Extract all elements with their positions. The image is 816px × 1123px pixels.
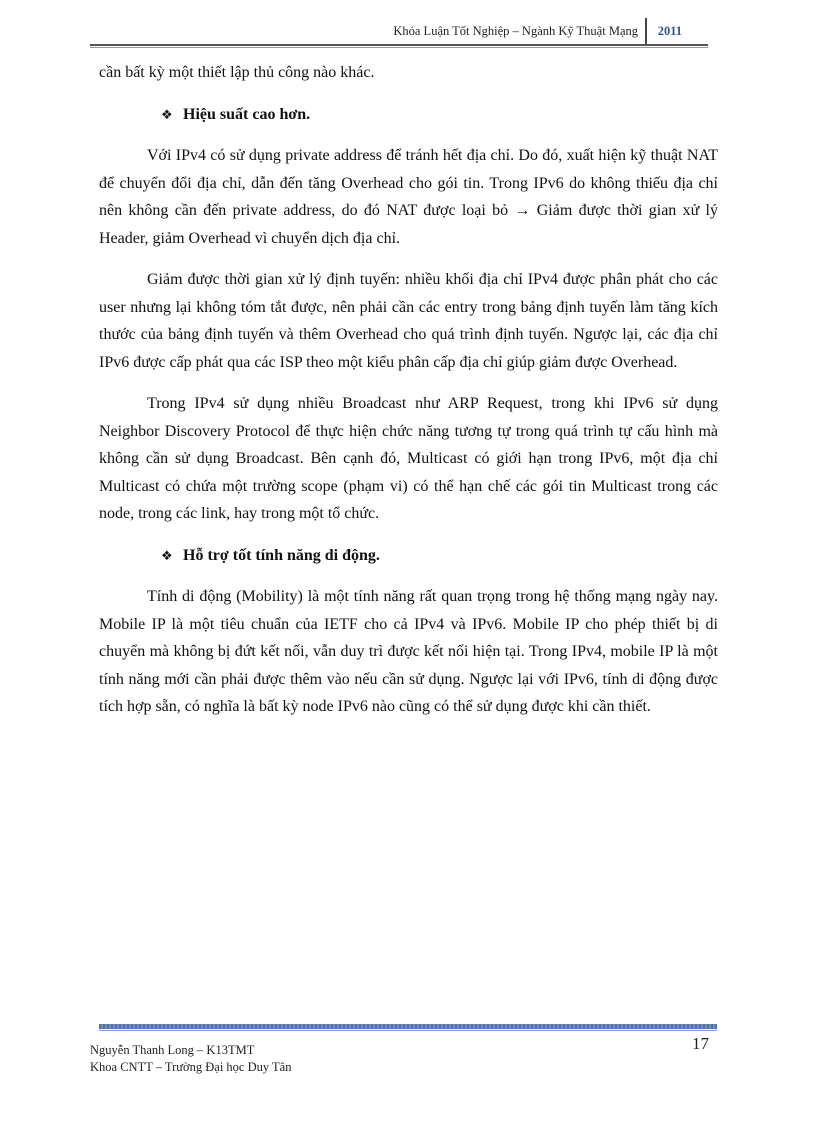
paragraph: Tính di động (Mobility) là một tính năng rất quan trọng trong hệ thống mạng ngày nay. Mobile IP là một tiêu chuẩn của IETF cho cả IPv4 và IPv6. Mobile IP cho phép thiết bị di chuyển mà không bị đứt kết nối, vẫn duy trì được kết nối hiện tại. Trong IPv4, mobile IP là một tính năng mới cần phải được thêm vào nếu cần sử dụng. Ngược lại với IPv6, tính di động được tích hợp sẵn, có nghĩa là bất kỳ node IPv6 nào cũng có thể sử dụng được khi cần thiết. xyxy=(99,588,718,715)
footer-author: Nguyễn Thanh Long – K13TMT xyxy=(90,1043,255,1057)
paragraph: Với IPv4 có sử dụng private address để tránh hết địa chỉ. Do đó, xuất hiện kỹ thuật NAT để chuyển đổi địa chỉ, dẫn đến tăng Overhead cho gói tin. Trong IPv6 do không thiếu địa chỉ nên không cần đến private address, do đó NAT được loại bỏ → Giảm được thời gian xử lý Header, giảm Overhead vì chuyển dịch địa chỉ. xyxy=(99,147,718,247)
diamond-bullet-icon: ❖ xyxy=(161,548,173,564)
diamond-bullet-icon: ❖ xyxy=(161,107,173,123)
header-rule-secondary xyxy=(90,47,708,48)
footer-rule-thin xyxy=(99,1030,717,1031)
header-year: 2011 xyxy=(657,24,682,38)
section-heading-text: Hỗ trợ tốt tính năng di động. xyxy=(183,546,380,564)
section-heading-performance xyxy=(99,101,718,130)
footer-school: Khoa CNTT – Trường Đại học Duy Tân xyxy=(90,1060,292,1074)
footer-rule xyxy=(99,1024,717,1029)
header-divider xyxy=(645,18,647,44)
header-rule xyxy=(90,44,708,46)
page-header xyxy=(90,18,708,46)
continuation-text: cần bất kỳ một thiết lập thủ công nào khác. xyxy=(99,64,375,81)
section-heading-text: Hiệu suất cao hơn. xyxy=(183,105,311,123)
page-number: 17 xyxy=(692,1034,709,1053)
paragraph: Trong IPv4 sử dụng nhiều Broadcast như ARP Request, trong khi IPv6 sử dụng Neighbor Discovery Protocol để thực hiện chức năng tương tự trong quá trình tự cấu hình mà không cần sử dụng Broadcast. Bên cạnh đó, Multicast có giới hạn trong IPv6, một địa chỉ Multicast có chứa một trường scope (phạm vi) có thể hạn chế các gói tin Multicast trong các node, trong các link, hay trong một tổ chức. xyxy=(99,395,718,522)
paragraph: Giảm được thời gian xử lý định tuyến: nhiều khối địa chỉ IPv4 được phân phát cho các user nhưng lại không tóm tắt được, nên phải cần các entry trong bảng định tuyến làm tăng kích thước của bảng định tuyến và thêm Overhead cho quá trình định tuyến. Ngược lại, các địa chỉ IPv6 được cấp phát qua các ISP theo một kiểu phân cấp địa chỉ giúp giảm được Overhead. xyxy=(99,271,718,371)
page-body xyxy=(99,59,718,721)
section-heading-mobility xyxy=(99,542,718,571)
header-title: Khóa Luận Tốt Nghiệp – Ngành Kỹ Thuật Mạng xyxy=(393,24,638,38)
